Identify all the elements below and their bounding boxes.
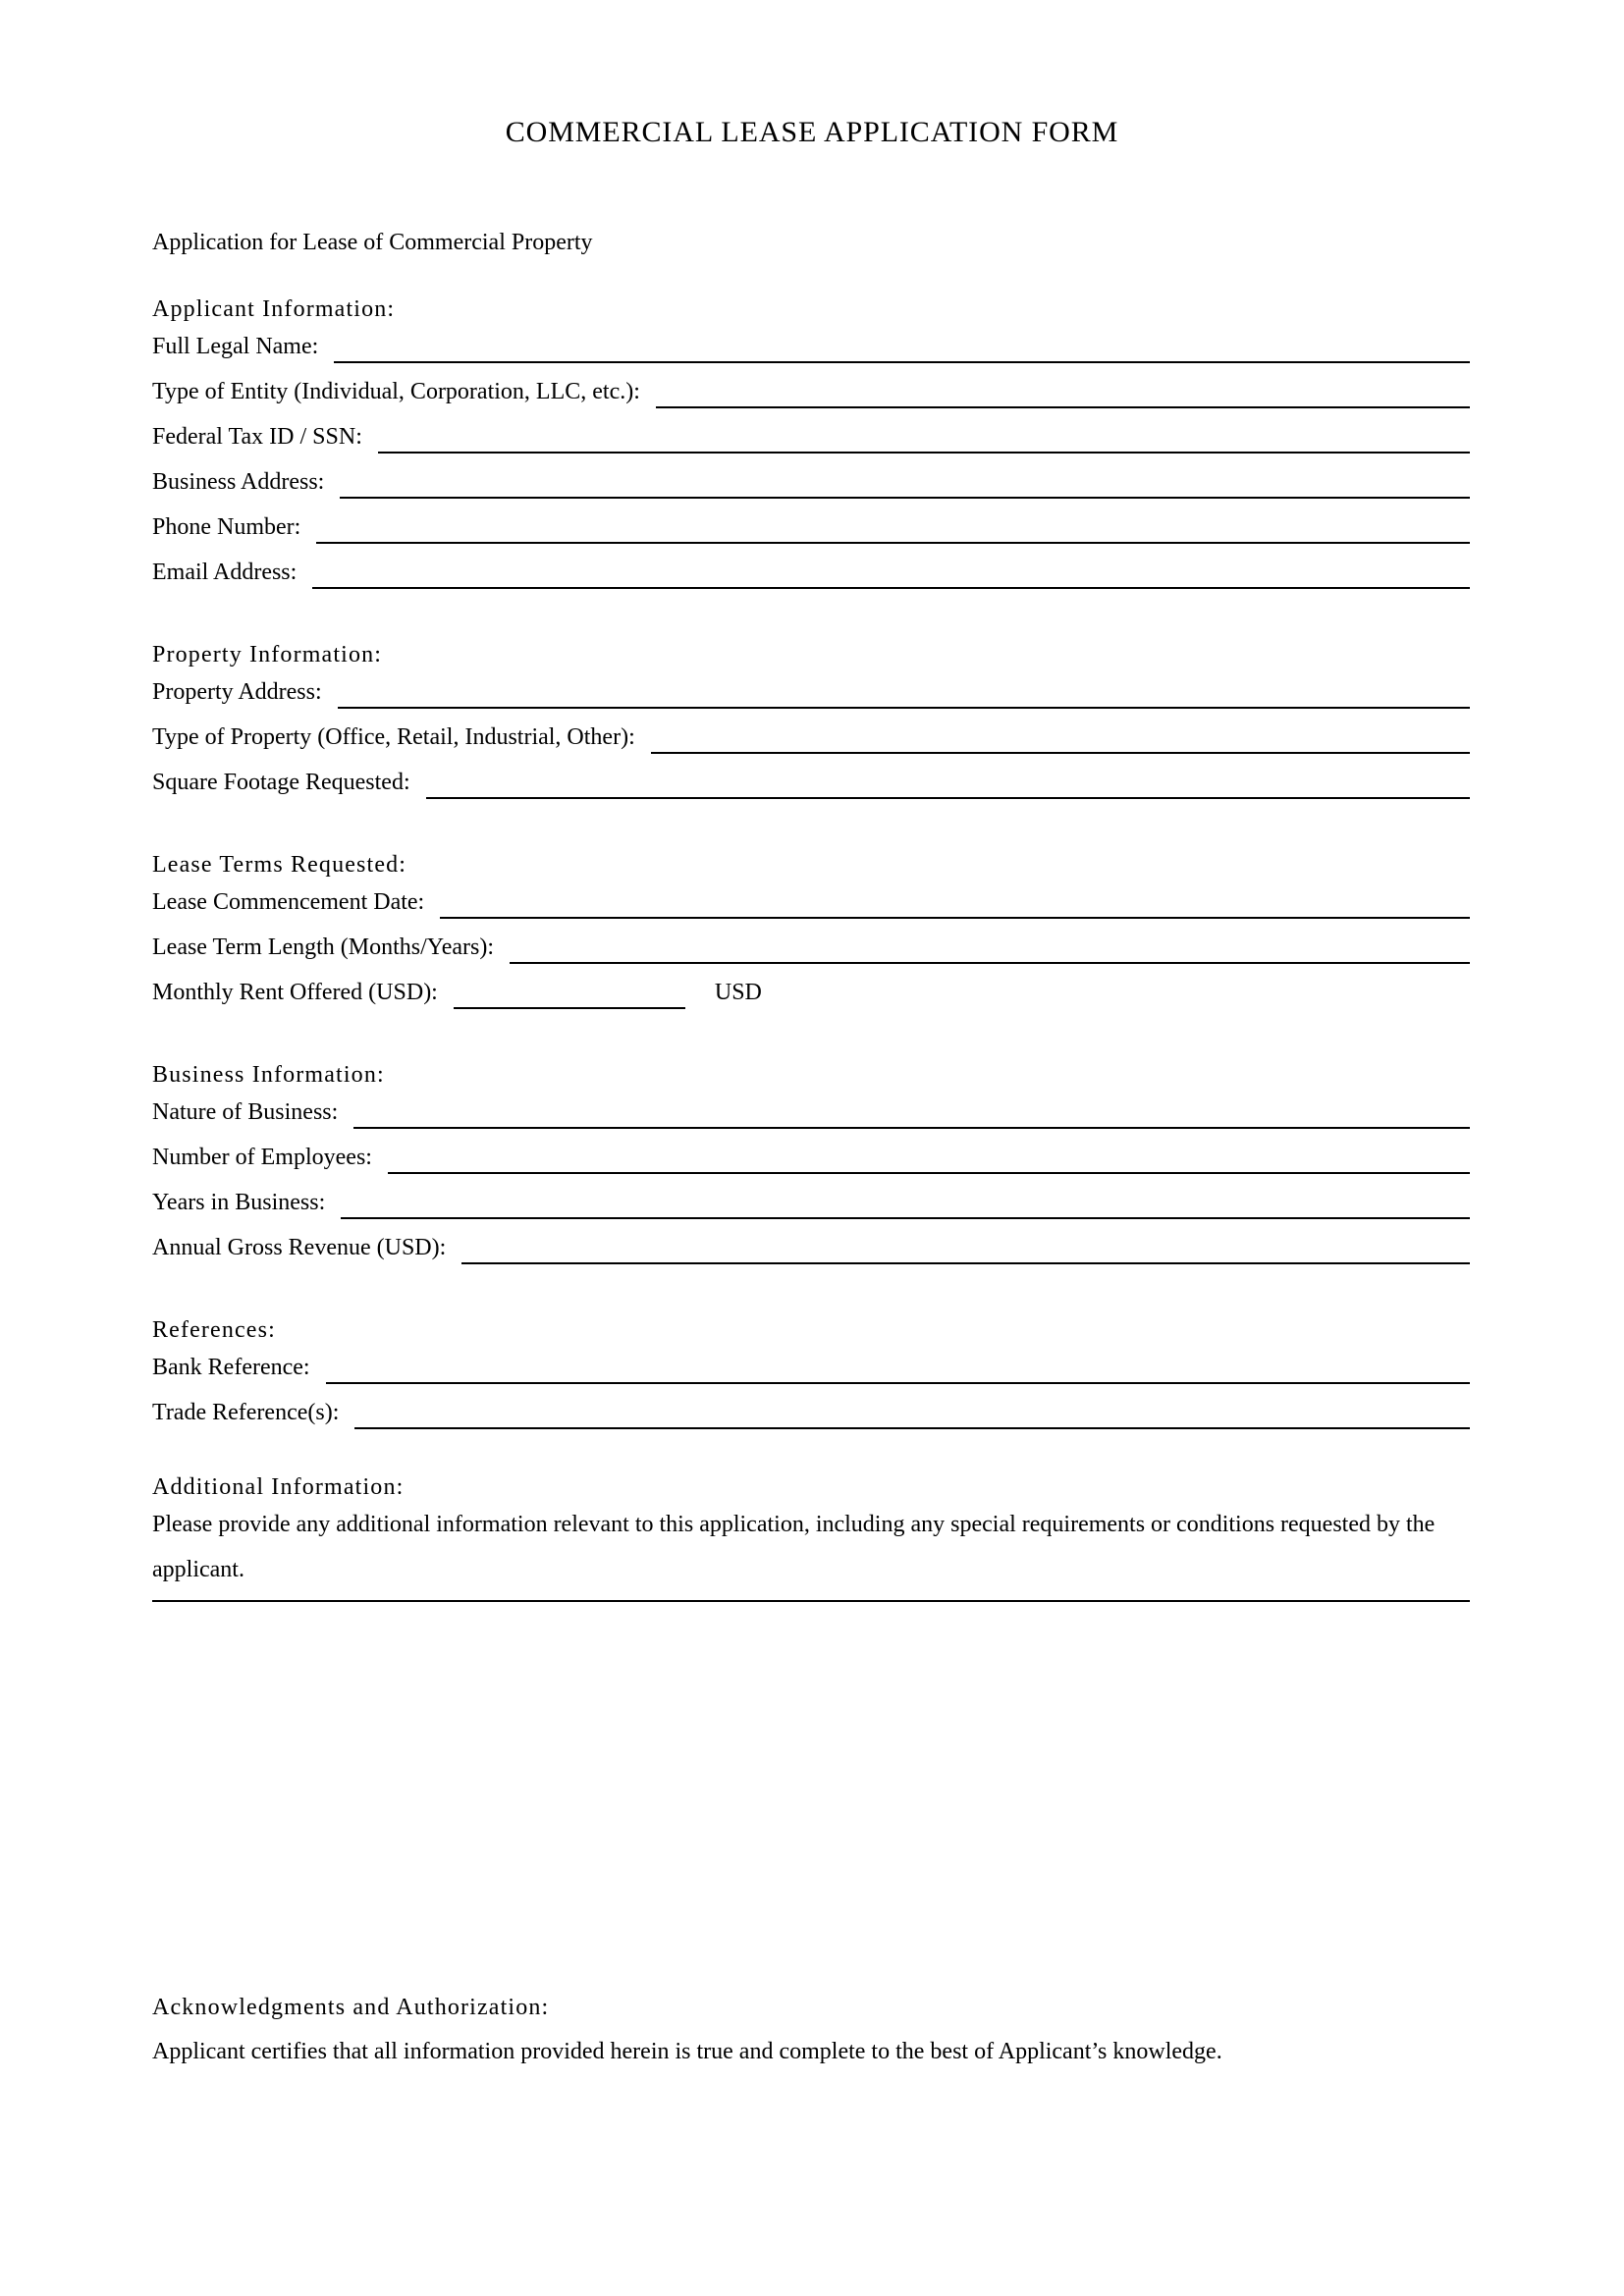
input-federal-tax-id[interactable] <box>378 452 1470 453</box>
spacer <box>152 805 1470 850</box>
page-title: COMMERCIAL LEASE APPLICATION FORM <box>505 116 1119 148</box>
input-property-address[interactable] <box>338 707 1470 708</box>
input-email-address[interactable] <box>312 587 1470 588</box>
section-applicant-information <box>152 294 1470 595</box>
section-property-information <box>152 640 1470 805</box>
label-trade-reference: Trade Reference(s): <box>152 1400 340 1425</box>
input-type-of-property[interactable] <box>651 752 1470 753</box>
spacer <box>152 1435 1470 1472</box>
field-row-years-in-business <box>152 1180 1470 1225</box>
input-number-of-employees[interactable] <box>388 1172 1470 1173</box>
section-acknowledgments <box>152 1986 1470 2074</box>
field-row-number-of-employees <box>152 1135 1470 1180</box>
input-monthly-rent[interactable] <box>454 1007 685 1008</box>
input-type-of-entity[interactable] <box>656 406 1470 407</box>
additional-information-paragraph: Please provide any additional information relevant to this application, including any special requirements or conditions requested by the applicant. <box>152 1512 1435 1582</box>
field-row-property-address <box>152 669 1470 715</box>
input-annual-gross-revenue[interactable] <box>461 1262 1470 1263</box>
form-body <box>152 228 1470 1601</box>
field-row-nature-of-business <box>152 1090 1470 1135</box>
label-full-legal-name: Full Legal Name: <box>152 334 319 359</box>
section-heading-property: Property Information: <box>152 642 383 667</box>
field-row-term-length <box>152 925 1470 970</box>
label-property-address: Property Address: <box>152 679 322 705</box>
spacer <box>152 595 1470 640</box>
acknowledgments-text: Applicant certifies that all information provided herein is true and complete to the best of Applicant’s knowledge. <box>152 2039 1222 2064</box>
label-business-address: Business Address: <box>152 469 325 495</box>
input-full-legal-name[interactable] <box>334 361 1470 362</box>
label-bank-reference: Bank Reference: <box>152 1355 310 1380</box>
label-years-in-business: Years in Business: <box>152 1190 326 1215</box>
field-row-bank-reference <box>152 1345 1470 1390</box>
section-additional-information <box>152 1472 1470 1601</box>
label-federal-tax-id: Federal Tax ID / SSN: <box>152 424 362 450</box>
label-type-of-property: Type of Property (Office, Retail, Industrial, Other): <box>152 724 635 750</box>
input-nature-of-business[interactable] <box>353 1127 1470 1128</box>
field-row-business-address <box>152 459 1470 505</box>
currency-suffix-usd: USD <box>714 980 762 1005</box>
input-term-length[interactable] <box>510 962 1470 963</box>
field-row-trade-reference <box>152 1390 1470 1435</box>
input-additional-information[interactable] <box>152 1600 1470 1601</box>
label-annual-gross-revenue: Annual Gross Revenue (USD): <box>152 1235 447 1260</box>
field-row-federal-tax-id <box>152 414 1470 459</box>
label-phone-number: Phone Number: <box>152 514 301 540</box>
section-references <box>152 1315 1470 1435</box>
section-heading-additional: Additional Information: <box>152 1474 405 1500</box>
label-term-length: Lease Term Length (Months/Years): <box>152 934 495 960</box>
input-bank-reference[interactable] <box>326 1382 1470 1383</box>
label-email-address: Email Address: <box>152 560 298 585</box>
section-lease-terms <box>152 850 1470 1015</box>
section-heading-lease-terms: Lease Terms Requested: <box>152 852 407 878</box>
input-square-footage[interactable] <box>426 797 1470 798</box>
label-type-of-entity: Type of Entity (Individual, Corporation, LLC, etc.): <box>152 379 640 404</box>
input-trade-reference[interactable] <box>354 1427 1470 1428</box>
spacer <box>152 1015 1470 1060</box>
field-row-type-of-property <box>152 715 1470 760</box>
input-business-address[interactable] <box>340 497 1470 498</box>
label-number-of-employees: Number of Employees: <box>152 1145 372 1170</box>
section-heading-references: References: <box>152 1317 276 1343</box>
field-row-full-legal-name <box>152 324 1470 369</box>
field-row-annual-gross-revenue <box>152 1225 1470 1270</box>
input-years-in-business[interactable] <box>341 1217 1470 1218</box>
field-row-monthly-rent <box>152 970 1470 1015</box>
label-square-footage: Square Footage Requested: <box>152 770 410 795</box>
spacer <box>152 1270 1470 1315</box>
field-row-phone-number <box>152 505 1470 550</box>
section-heading-applicant: Applicant Information: <box>152 296 396 322</box>
field-row-commencement-date <box>152 880 1470 925</box>
section-heading-acknowledgments: Acknowledgments and Authorization: <box>152 1995 550 2020</box>
section-heading-business: Business Information: <box>152 1062 385 1088</box>
label-monthly-rent: Monthly Rent Offered (USD): <box>152 980 438 1005</box>
label-nature-of-business: Nature of Business: <box>152 1099 339 1125</box>
field-row-type-of-entity <box>152 369 1470 414</box>
input-phone-number[interactable] <box>316 542 1470 543</box>
field-row-square-footage <box>152 760 1470 805</box>
section-business-information <box>152 1060 1470 1270</box>
spacer <box>152 257 1470 294</box>
input-commencement-date[interactable] <box>440 917 1470 918</box>
field-row-email-address <box>152 550 1470 595</box>
intro-line: Application for Lease of Commercial Property <box>152 230 593 255</box>
label-commencement-date: Lease Commencement Date: <box>152 889 425 915</box>
